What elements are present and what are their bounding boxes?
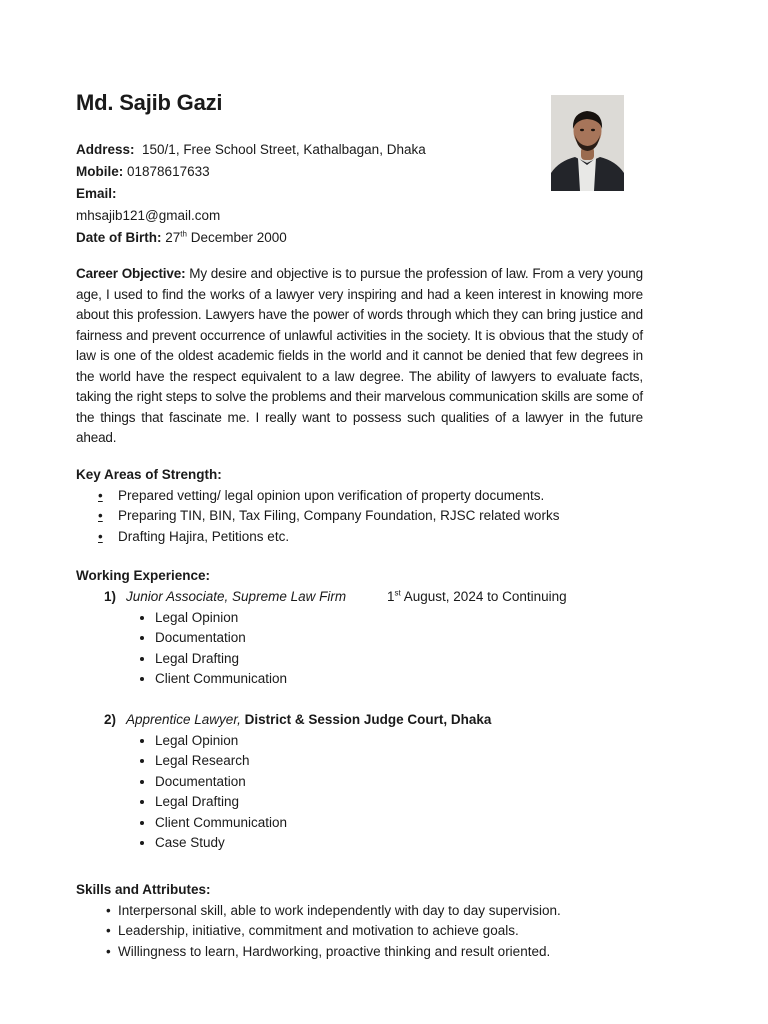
email-value[interactable]: mhsajib121@gmail.com: [76, 208, 221, 223]
list-item: • Client Communication: [155, 813, 643, 834]
mobile-value: 01878617633: [127, 164, 210, 179]
profile-photo: [551, 95, 624, 191]
strength-item-text: Drafting Hajira, Petitions etc.: [118, 528, 290, 544]
job-number: 2): [104, 711, 117, 727]
skills-list: [76, 901, 643, 963]
objective-text: My desire and objective is to pursue the profession of law. From a very young age, I used to find the works of a lawyer very inspiring and had a keen interest in knowing more about this profession. Lawyers have the power of words through which they can bring justice and fairness and prevent occurrence of unlawful activities in the society. It is obvious that the study of law is one of the oldest academic fields in the world and it cannot be denied that few degrees in the world have the respect equivalent to a law degree. The ability of lawyers to evaluate facts, taking the right steps to solve the problems and their marvelous communication skills are some of the things that fascinate me. I really want to possess such qualities of a lawyer in the future ahead.: [76, 266, 643, 445]
email-label-row: [76, 183, 426, 205]
job-entry-2: [76, 710, 643, 854]
list-item: • Interpersonal skill, able to work independently with day to day supervision.: [106, 901, 643, 922]
job-number: 1): [104, 588, 117, 604]
career-objective: [76, 264, 643, 449]
list-item: • Case Study: [155, 833, 643, 854]
job-date-rest: August, 2024 to Continuing: [403, 588, 567, 604]
skills-title: Skills and Attributes:: [76, 882, 211, 897]
skills-section: [76, 880, 643, 962]
strength-item-text: Preparing TIN, BIN, Tax Filing, Company Foundation, RJSC related works: [118, 508, 560, 523]
strength-item-text: Prepared vetting/ legal opinion upon verification of property documents.: [118, 487, 545, 503]
dob-label: Date of Birth:: [76, 230, 162, 245]
email-label: Email:: [76, 186, 117, 201]
mobile-label: Mobile:: [76, 164, 124, 179]
list-item: [98, 506, 643, 527]
email-value-row: [76, 205, 426, 227]
objective-label: Career Objective:: [76, 266, 186, 281]
contact-block: [76, 139, 426, 249]
job-title: [126, 587, 346, 608]
spacer: [76, 690, 643, 710]
job-title-italic: Apprentice Lawyer,: [126, 711, 241, 727]
list-item: • Documentation: [155, 772, 643, 793]
duty-list: [76, 608, 643, 690]
list-item: • Legal Opinion: [155, 731, 643, 752]
list-item: • Legal Research: [155, 751, 643, 772]
mobile-row: [76, 161, 426, 183]
bullet-glyph: •: [98, 528, 103, 544]
strength-list: [76, 486, 643, 548]
list-item: • Legal Opinion: [155, 608, 643, 629]
applicant-name: Md. Sajib Gazi: [76, 90, 223, 115]
address-row: [76, 139, 426, 161]
dob-suffix: th: [180, 229, 187, 239]
list-item: [98, 527, 643, 548]
job-date: [387, 587, 567, 608]
job-title-bold: District & Session Judge Court, Dhaka: [244, 711, 492, 727]
dob-rest: December 2000: [190, 230, 287, 245]
job-header: [76, 587, 643, 608]
bullet-glyph: •: [98, 508, 103, 523]
list-item: • Documentation: [155, 628, 643, 649]
job-entry-1: [76, 587, 643, 690]
address-value: 150/1, Free School Street, Kathalbagan, Dhaka: [142, 142, 426, 157]
list-item: • Leadership, initiative, commitment and motivation to achieve goals.: [106, 921, 643, 942]
job-date-day: 1: [387, 588, 395, 604]
list-item: • Willingness to learn, Hardworking, proactive thinking and result oriented.: [106, 942, 643, 963]
job-date-suffix: st: [394, 588, 401, 597]
list-item: • Legal Drafting: [155, 649, 643, 670]
job-header: [76, 710, 643, 731]
work-title: Working Experience:: [76, 568, 211, 583]
strength-title: Key Areas of Strength:: [76, 467, 222, 482]
bullet-glyph: •: [98, 487, 103, 503]
address-label: Address:: [76, 142, 135, 157]
dob-row: [76, 227, 426, 249]
list-item: • Legal Drafting: [155, 792, 643, 813]
duty-list: [76, 731, 643, 854]
job-title-italic: Junior Associate, Supreme Law Firm: [126, 588, 347, 604]
list-item: [98, 486, 643, 507]
work-experience-section: [76, 566, 643, 854]
strength-section: [76, 465, 643, 547]
list-item: • Client Communication: [155, 669, 643, 690]
resume-page: [76, 0, 643, 1024]
job-title: [126, 710, 491, 731]
dob-day: 27: [165, 230, 181, 245]
